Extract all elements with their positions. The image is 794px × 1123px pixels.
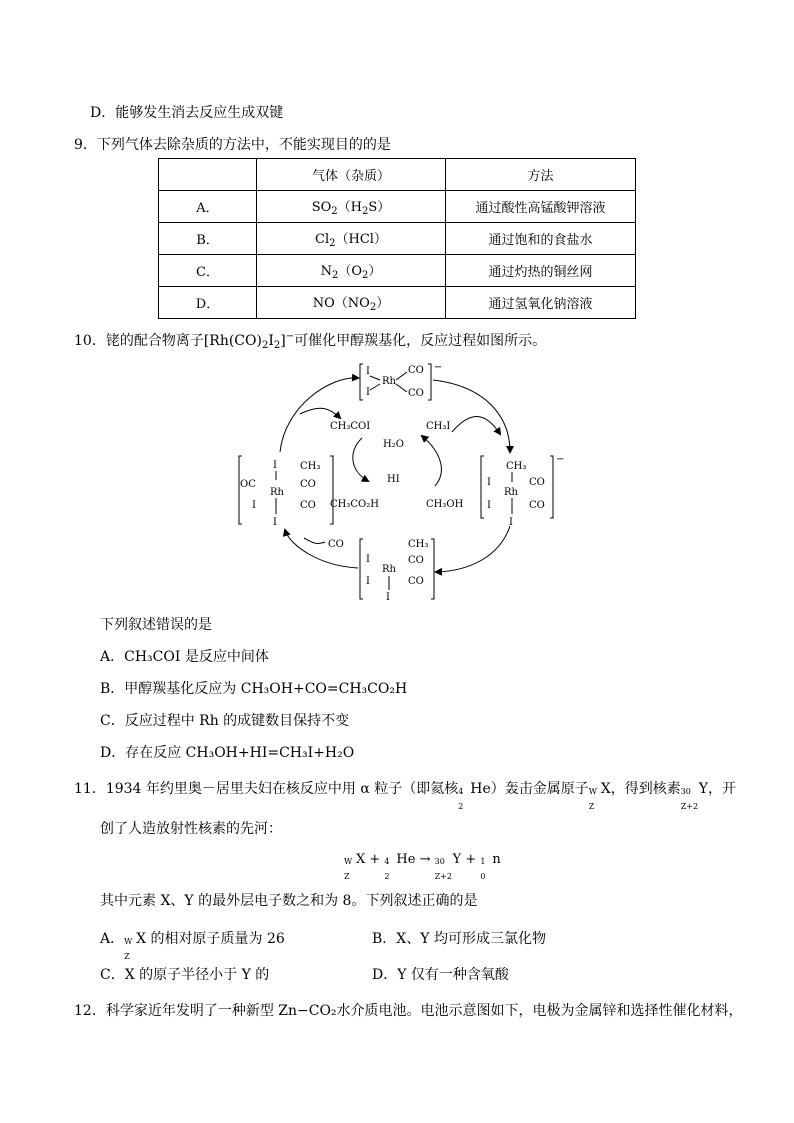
q11-option-c: C．X 的原子半径小于 Y 的 [100, 967, 270, 983]
row-label: A． [159, 191, 257, 223]
rh-complex-right [481, 454, 564, 528]
gas-cell: $N_2(O_2)$ [257, 255, 446, 287]
ligand-ch3: CH₃ [408, 539, 429, 550]
method-cell: 通过氢氧化钠溶液 [446, 287, 636, 319]
rh-complex-top [360, 362, 442, 400]
ligand-i: I [487, 477, 491, 488]
ligand-i: I [252, 500, 256, 511]
ligand-i: I [487, 500, 491, 511]
row-label: B． [159, 223, 257, 255]
ligand-co: CO [408, 365, 424, 376]
ligand-i: I [273, 517, 277, 528]
table-row [159, 223, 636, 255]
species-ch3co2h: CH₃CO₂H [330, 499, 379, 510]
q10-option-d: D．存在反应 CH₃OH+HI=CH₃I+H₂O [100, 745, 355, 761]
charge-minus: − [434, 362, 443, 373]
species-co: CO [328, 539, 344, 550]
ligand-co: CO [300, 500, 316, 511]
q11-given: 其中元素 X、Y 的最外层电子数之和为 8。下列叙述正确的是 [100, 893, 478, 909]
ligand-co: CO [408, 576, 424, 587]
ligand-ch3: CH₃ [300, 461, 321, 472]
ligand-co: CO [529, 477, 545, 488]
species-ch3coi: CH₃COI [330, 421, 371, 432]
gas-cell: $NO(NO_2)$ [257, 287, 446, 319]
rh-center: Rh [382, 564, 396, 575]
rh-complex-bottom [360, 539, 434, 603]
ligand-oc: OC [240, 479, 256, 490]
q10-stem: 10．铑的配合物离子$[Rh(CO)_2I_2]^-$可催化甲醇羰基化，反应过程如图所示。 [74, 331, 547, 351]
q10-prompt: 下列叙述错误的是 [100, 617, 212, 633]
method-cell: 通过饱和的食盐水 [446, 223, 636, 255]
table-header-cell: 气体（杂质） [257, 159, 446, 191]
species-h2o: H₂O [383, 439, 404, 450]
table-row [159, 255, 636, 287]
q8-option-d: D．能够发生消去反应生成双键 [90, 105, 284, 121]
ligand-ch3: CH₃ [506, 461, 527, 472]
rh-center: Rh [270, 487, 284, 498]
row-label: D． [159, 287, 257, 319]
q11-option-d: D．Y 仅有一种含氧酸 [372, 967, 509, 983]
gas-cell: $Cl_2(HCl)$ [257, 223, 446, 255]
q10-option-b: B．甲醇羰基化反应为 CH₃OH+CO=CH₃CO₂H [100, 681, 408, 697]
table-header-cell: 方法 [446, 159, 636, 191]
table-row [159, 191, 636, 223]
rh-complex-left [239, 456, 333, 528]
ligand-i: I [509, 517, 513, 528]
ligand-co: CO [529, 500, 545, 511]
rh-center: Rh [382, 376, 396, 387]
gas-cell: $SO_2(H_2S)$ [257, 191, 446, 223]
charge-minus: − [556, 454, 565, 465]
species-hi: HI [387, 474, 400, 485]
ligand-i: I [273, 460, 277, 471]
species-ch3i: CH₃I [426, 421, 451, 432]
q12-stem: 12．科学家近年发明了一种新型 Zn−CO₂水介质电池。电池示意图如下，电极为金属锌和选择性催化材料， [74, 1003, 743, 1019]
ligand-co: CO [408, 388, 424, 399]
q11-equation: W Z X + 4 2 He → 30 Z+2 Y + 1 0 n [344, 852, 501, 881]
ligand-i: I [366, 554, 370, 565]
ligand-i: I [366, 576, 370, 587]
q11-option-a: A． W Z X 的相对原子质量为 26 [100, 931, 285, 961]
q10-option-a: A．CH₃COI 是反应中间体 [100, 649, 269, 665]
table-header-row [159, 159, 636, 191]
method-cell: 通过酸性高锰酸钾溶液 [446, 191, 636, 223]
ligand-co: CO [300, 479, 316, 490]
method-cell: 通过灼热的铜丝网 [446, 255, 636, 287]
ligand-i: I [386, 592, 390, 603]
q10-option-c: C．反应过程中 Rh 的成键数目保持不变 [100, 713, 350, 729]
q11-stem: 11．1934 年约里奥－居里夫妇在核反应中用 α 粒子（即氦核 4 2 He）轰击金属原子 W Z X，得到核素 30 Z+2 Y，开 [74, 781, 736, 811]
ligand-i: I [366, 366, 370, 377]
q11-line2: 创了人造放射性核素的先河： [100, 821, 282, 837]
table-header-cell [159, 159, 257, 191]
row-label: C． [159, 255, 257, 287]
ligand-i: I [366, 387, 370, 398]
catalytic-cycle-diagram [230, 356, 570, 606]
rh-center: Rh [504, 487, 518, 498]
q11-option-b: B．X、Y 均可形成三氯化物 [372, 931, 546, 947]
ligand-co: CO [408, 555, 424, 566]
q9-table [158, 158, 636, 319]
species-ch3oh: CH₃OH [426, 499, 464, 510]
table-row [159, 287, 636, 319]
q9-stem: 9．下列气体去除杂质的方法中，不能实现目的的是 [74, 137, 391, 153]
